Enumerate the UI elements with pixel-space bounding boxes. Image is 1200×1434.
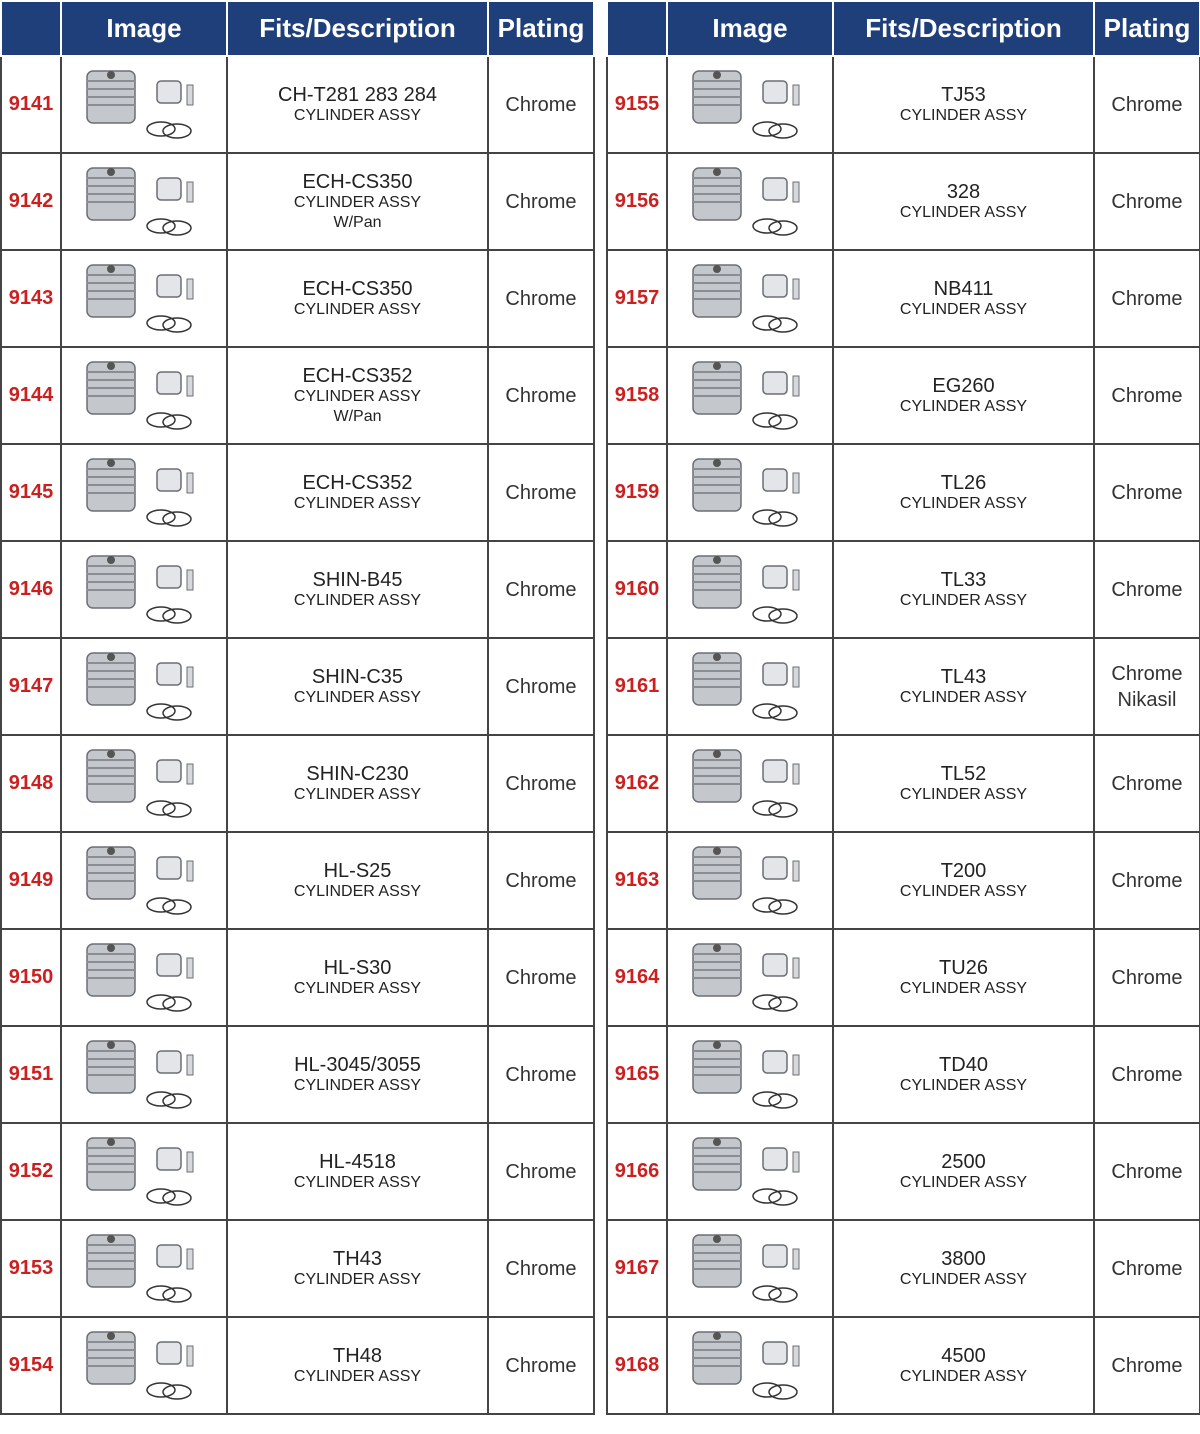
part-type: CYLINDER ASSY bbox=[899, 300, 1028, 318]
table-row bbox=[607, 250, 1200, 347]
part-plating bbox=[488, 929, 594, 1026]
cylinder-kit-icon bbox=[69, 839, 219, 923]
part-image bbox=[61, 929, 227, 1026]
part-image bbox=[667, 735, 833, 832]
table-row bbox=[607, 541, 1200, 638]
part-image bbox=[667, 153, 833, 250]
part-plating bbox=[1094, 638, 1200, 735]
part-number: 9157 bbox=[607, 250, 667, 347]
table-row bbox=[1, 735, 594, 832]
part-model: SHIN-C230 bbox=[306, 762, 409, 785]
part-image bbox=[61, 541, 227, 638]
part-description bbox=[227, 832, 488, 929]
part-number: 9144 bbox=[1, 347, 61, 444]
part-image bbox=[61, 1317, 227, 1414]
cylinder-kit-icon bbox=[675, 645, 825, 729]
part-type: CYLINDER ASSY bbox=[293, 106, 422, 124]
table-row bbox=[607, 56, 1200, 153]
part-image bbox=[667, 1026, 833, 1123]
part-description bbox=[227, 929, 488, 1026]
part-number: 9146 bbox=[1, 541, 61, 638]
part-image bbox=[667, 929, 833, 1026]
part-model: SHIN-C35 bbox=[311, 665, 404, 688]
part-model: 4500 bbox=[941, 1344, 986, 1367]
cylinder-kit-icon bbox=[675, 257, 825, 341]
part-number: 9166 bbox=[607, 1123, 667, 1220]
table-row bbox=[1, 444, 594, 541]
part-number: 9160 bbox=[607, 541, 667, 638]
part-type: CYLINDER ASSY bbox=[293, 979, 422, 997]
part-plating bbox=[488, 250, 594, 347]
table-row bbox=[1, 56, 594, 153]
part-description bbox=[833, 347, 1094, 444]
plating-value: Chrome bbox=[505, 869, 577, 892]
part-model: SHIN-B45 bbox=[312, 568, 403, 591]
part-number: 9155 bbox=[607, 56, 667, 153]
cylinder-kit-icon bbox=[675, 63, 825, 147]
part-model: NB411 bbox=[933, 277, 994, 300]
part-model: EG260 bbox=[932, 374, 995, 397]
part-model: T200 bbox=[940, 859, 987, 882]
part-plating bbox=[488, 444, 594, 541]
part-model: TH43 bbox=[333, 1247, 382, 1270]
header-fits-description: Fits/Description bbox=[833, 1, 1094, 56]
part-plating bbox=[1094, 56, 1200, 153]
part-image bbox=[667, 541, 833, 638]
plating-value: Chrome bbox=[1111, 93, 1183, 116]
part-plating bbox=[1094, 1123, 1200, 1220]
part-plating bbox=[488, 735, 594, 832]
table-row bbox=[607, 1220, 1200, 1317]
part-description bbox=[227, 638, 488, 735]
part-description bbox=[833, 638, 1094, 735]
part-description bbox=[833, 250, 1094, 347]
part-model: TL26 bbox=[940, 471, 987, 494]
table-row bbox=[607, 1026, 1200, 1123]
part-model: TJ53 bbox=[941, 83, 986, 106]
part-type: CYLINDER ASSY bbox=[899, 106, 1028, 124]
part-number: 9159 bbox=[607, 444, 667, 541]
table-row bbox=[607, 153, 1200, 250]
part-model: ECH-CS352 bbox=[302, 364, 413, 387]
part-number: 9152 bbox=[1, 1123, 61, 1220]
part-image bbox=[61, 1026, 227, 1123]
plating-value: Chrome bbox=[1111, 966, 1183, 989]
part-number: 9162 bbox=[607, 735, 667, 832]
part-image bbox=[667, 444, 833, 541]
plating-value: Chrome bbox=[505, 93, 577, 116]
part-type: CYLINDER ASSY bbox=[293, 193, 422, 211]
part-plating bbox=[1094, 832, 1200, 929]
table-row bbox=[1, 250, 594, 347]
parts-table-right bbox=[606, 0, 1200, 1415]
header-plating: Plating bbox=[488, 1, 594, 56]
plating-value: Chrome bbox=[1111, 481, 1183, 504]
part-number: 9153 bbox=[1, 1220, 61, 1317]
part-image bbox=[61, 153, 227, 250]
part-description bbox=[227, 444, 488, 541]
part-type: CYLINDER ASSY bbox=[293, 785, 422, 803]
plating-value: Chrome bbox=[1111, 1063, 1183, 1086]
part-number: 9161 bbox=[607, 638, 667, 735]
part-number: 9143 bbox=[1, 250, 61, 347]
plating-value: Chrome bbox=[1111, 1160, 1183, 1183]
part-number: 9149 bbox=[1, 832, 61, 929]
part-model: ECH-CS350 bbox=[302, 277, 413, 300]
cylinder-kit-icon bbox=[675, 160, 825, 244]
part-description bbox=[833, 929, 1094, 1026]
part-image bbox=[667, 638, 833, 735]
plating-value: Chrome bbox=[1111, 869, 1183, 892]
plating-value: Chrome bbox=[1111, 578, 1183, 601]
cylinder-kit-icon bbox=[675, 354, 825, 438]
part-type: CYLINDER ASSY bbox=[293, 688, 422, 706]
plating-value: Chrome bbox=[505, 1354, 577, 1377]
part-image bbox=[61, 1123, 227, 1220]
part-model: TL52 bbox=[940, 762, 987, 785]
cylinder-kit-icon bbox=[675, 839, 825, 923]
table-row bbox=[1, 929, 594, 1026]
part-number: 9168 bbox=[607, 1317, 667, 1414]
part-plating bbox=[1094, 1317, 1200, 1414]
part-plating bbox=[1094, 347, 1200, 444]
part-description bbox=[833, 832, 1094, 929]
part-number: 9141 bbox=[1, 56, 61, 153]
part-description bbox=[227, 1317, 488, 1414]
part-extra: W/Pan bbox=[333, 407, 382, 425]
part-image bbox=[667, 250, 833, 347]
table-row bbox=[1, 1026, 594, 1123]
table-row bbox=[1, 153, 594, 250]
part-image bbox=[61, 735, 227, 832]
part-model: ECH-CS352 bbox=[302, 471, 413, 494]
header-row bbox=[607, 1, 1200, 56]
part-plating bbox=[488, 1123, 594, 1220]
part-number: 9154 bbox=[1, 1317, 61, 1414]
table-row bbox=[607, 735, 1200, 832]
table-row bbox=[1, 1317, 594, 1414]
part-type: CYLINDER ASSY bbox=[293, 1367, 422, 1385]
plating-value: Chrome bbox=[505, 966, 577, 989]
plating-value: Chrome bbox=[1111, 190, 1183, 213]
part-description bbox=[833, 1220, 1094, 1317]
plating-value: Chrome bbox=[505, 772, 577, 795]
part-plating bbox=[488, 56, 594, 153]
part-number: 9167 bbox=[607, 1220, 667, 1317]
table-row bbox=[607, 929, 1200, 1026]
table-row bbox=[1, 638, 594, 735]
part-description bbox=[227, 735, 488, 832]
part-type: CYLINDER ASSY bbox=[899, 1270, 1028, 1288]
part-model: HL-4518 bbox=[319, 1150, 396, 1173]
part-number: 9151 bbox=[1, 1026, 61, 1123]
part-model: TD40 bbox=[939, 1053, 988, 1076]
cylinder-kit-icon bbox=[675, 936, 825, 1020]
part-image bbox=[61, 638, 227, 735]
plating-value: Chrome bbox=[505, 384, 577, 407]
part-plating bbox=[488, 638, 594, 735]
plating-value: Chrome bbox=[1111, 772, 1183, 795]
part-model: 2500 bbox=[941, 1150, 986, 1173]
plating-value: Chrome bbox=[505, 190, 577, 213]
part-type: CYLINDER ASSY bbox=[899, 1076, 1028, 1094]
cylinder-kit-icon bbox=[69, 257, 219, 341]
part-number: 9150 bbox=[1, 929, 61, 1026]
part-image bbox=[61, 1220, 227, 1317]
part-type: CYLINDER ASSY bbox=[899, 1367, 1028, 1385]
table-row bbox=[1, 1220, 594, 1317]
part-model: CH-T281 283 284 bbox=[278, 83, 437, 106]
part-image bbox=[61, 832, 227, 929]
header-row bbox=[1, 1, 594, 56]
part-plating bbox=[488, 832, 594, 929]
plating-value: Chrome bbox=[1111, 384, 1183, 407]
plating-value: Chrome bbox=[1111, 287, 1183, 310]
cylinder-kit-icon bbox=[675, 451, 825, 535]
header-number bbox=[1, 1, 61, 56]
cylinder-kit-icon bbox=[69, 1324, 219, 1408]
part-image bbox=[667, 1123, 833, 1220]
part-model: TH48 bbox=[333, 1344, 382, 1367]
part-plating bbox=[488, 541, 594, 638]
cylinder-kit-icon bbox=[675, 1033, 825, 1117]
cylinder-kit-icon bbox=[675, 1130, 825, 1214]
part-type: CYLINDER ASSY bbox=[293, 387, 422, 405]
part-number: 9158 bbox=[607, 347, 667, 444]
part-description bbox=[227, 153, 488, 250]
table-row bbox=[1, 347, 594, 444]
part-plating bbox=[1094, 153, 1200, 250]
part-model: HL-S30 bbox=[323, 956, 392, 979]
part-description bbox=[833, 1026, 1094, 1123]
table-row bbox=[607, 444, 1200, 541]
cylinder-kit-icon bbox=[69, 1130, 219, 1214]
header-image: Image bbox=[667, 1, 833, 56]
part-type: CYLINDER ASSY bbox=[899, 882, 1028, 900]
header-fits-description: Fits/Description bbox=[227, 1, 488, 56]
part-image bbox=[667, 1317, 833, 1414]
part-type: CYLINDER ASSY bbox=[293, 591, 422, 609]
table-row bbox=[607, 638, 1200, 735]
part-image bbox=[61, 347, 227, 444]
part-plating bbox=[1094, 1026, 1200, 1123]
part-extra: W/Pan bbox=[333, 213, 382, 231]
part-type: CYLINDER ASSY bbox=[899, 785, 1028, 803]
part-plating bbox=[1094, 735, 1200, 832]
part-description bbox=[227, 541, 488, 638]
part-type: CYLINDER ASSY bbox=[899, 203, 1028, 221]
part-number: 9164 bbox=[607, 929, 667, 1026]
part-image bbox=[61, 444, 227, 541]
part-image bbox=[61, 250, 227, 347]
part-type: CYLINDER ASSY bbox=[899, 591, 1028, 609]
plating-value: Chrome bbox=[505, 287, 577, 310]
part-model: HL-S25 bbox=[323, 859, 392, 882]
cylinder-kit-icon bbox=[69, 742, 219, 826]
part-number: 9163 bbox=[607, 832, 667, 929]
part-plating bbox=[1094, 250, 1200, 347]
part-description bbox=[227, 56, 488, 153]
plating-value: Chrome bbox=[505, 578, 577, 601]
plating-value: Chrome bbox=[505, 1063, 577, 1086]
part-description bbox=[833, 1123, 1094, 1220]
table-row bbox=[1, 832, 594, 929]
part-description bbox=[833, 56, 1094, 153]
part-plating bbox=[1094, 541, 1200, 638]
part-type: CYLINDER ASSY bbox=[899, 494, 1028, 512]
cylinder-kit-icon bbox=[69, 63, 219, 147]
table-row bbox=[1, 541, 594, 638]
part-number: 9145 bbox=[1, 444, 61, 541]
cylinder-kit-icon bbox=[69, 645, 219, 729]
part-number: 9165 bbox=[607, 1026, 667, 1123]
cylinder-kit-icon bbox=[69, 1033, 219, 1117]
part-number: 9156 bbox=[607, 153, 667, 250]
part-model: TL33 bbox=[940, 568, 987, 591]
part-description bbox=[833, 735, 1094, 832]
part-plating bbox=[1094, 444, 1200, 541]
part-model: ECH-CS350 bbox=[302, 170, 413, 193]
part-plating bbox=[488, 1220, 594, 1317]
table-row bbox=[1, 1123, 594, 1220]
part-image bbox=[667, 347, 833, 444]
cylinder-kit-icon bbox=[69, 936, 219, 1020]
part-image bbox=[667, 56, 833, 153]
plating-value: Chrome bbox=[1111, 662, 1183, 685]
parts-table-left bbox=[0, 0, 595, 1415]
plating-value: Chrome bbox=[1111, 1354, 1183, 1377]
part-model: HL-3045/3055 bbox=[294, 1053, 421, 1076]
plating-value: Chrome bbox=[1111, 1257, 1183, 1280]
plating-value: Chrome bbox=[505, 1160, 577, 1183]
part-description bbox=[227, 250, 488, 347]
part-model: TU26 bbox=[939, 956, 988, 979]
part-description bbox=[227, 1026, 488, 1123]
cylinder-kit-icon bbox=[675, 548, 825, 632]
part-image bbox=[61, 56, 227, 153]
part-model: TL43 bbox=[940, 665, 987, 688]
part-plating bbox=[1094, 929, 1200, 1026]
table-row bbox=[607, 347, 1200, 444]
part-description bbox=[833, 444, 1094, 541]
part-type: CYLINDER ASSY bbox=[293, 1076, 422, 1094]
cylinder-kit-icon bbox=[675, 1227, 825, 1311]
part-plating bbox=[488, 153, 594, 250]
part-number: 9147 bbox=[1, 638, 61, 735]
cylinder-kit-icon bbox=[69, 451, 219, 535]
header-number bbox=[607, 1, 667, 56]
cylinder-kit-icon bbox=[69, 1227, 219, 1311]
part-type: CYLINDER ASSY bbox=[293, 1270, 422, 1288]
part-number: 9148 bbox=[1, 735, 61, 832]
table-row bbox=[607, 1123, 1200, 1220]
part-plating bbox=[488, 347, 594, 444]
cylinder-kit-icon bbox=[675, 742, 825, 826]
plating-value: Chrome bbox=[505, 675, 577, 698]
part-plating bbox=[1094, 1220, 1200, 1317]
cylinder-kit-icon bbox=[69, 548, 219, 632]
part-number: 9142 bbox=[1, 153, 61, 250]
plating-value-secondary: Nikasil bbox=[1117, 688, 1177, 711]
plating-value: Chrome bbox=[505, 481, 577, 504]
part-description bbox=[833, 153, 1094, 250]
part-type: CYLINDER ASSY bbox=[293, 300, 422, 318]
part-type: CYLINDER ASSY bbox=[293, 494, 422, 512]
header-image: Image bbox=[61, 1, 227, 56]
part-type: CYLINDER ASSY bbox=[293, 882, 422, 900]
cylinder-kit-icon bbox=[69, 160, 219, 244]
part-description bbox=[833, 541, 1094, 638]
cylinder-kit-icon bbox=[69, 354, 219, 438]
part-description bbox=[227, 1123, 488, 1220]
part-type: CYLINDER ASSY bbox=[293, 1173, 422, 1191]
part-model: 3800 bbox=[941, 1247, 986, 1270]
header-plating: Plating bbox=[1094, 1, 1200, 56]
part-type: CYLINDER ASSY bbox=[899, 688, 1028, 706]
part-description bbox=[227, 347, 488, 444]
cylinder-kit-icon bbox=[675, 1324, 825, 1408]
part-model: 328 bbox=[946, 180, 981, 203]
part-plating bbox=[488, 1317, 594, 1414]
part-plating bbox=[488, 1026, 594, 1123]
part-type: CYLINDER ASSY bbox=[899, 979, 1028, 997]
part-type: CYLINDER ASSY bbox=[899, 1173, 1028, 1191]
part-type: CYLINDER ASSY bbox=[899, 397, 1028, 415]
part-description bbox=[227, 1220, 488, 1317]
part-description bbox=[833, 1317, 1094, 1414]
part-image bbox=[667, 832, 833, 929]
table-row bbox=[607, 832, 1200, 929]
part-image bbox=[667, 1220, 833, 1317]
plating-value: Chrome bbox=[505, 1257, 577, 1280]
table-row bbox=[607, 1317, 1200, 1414]
